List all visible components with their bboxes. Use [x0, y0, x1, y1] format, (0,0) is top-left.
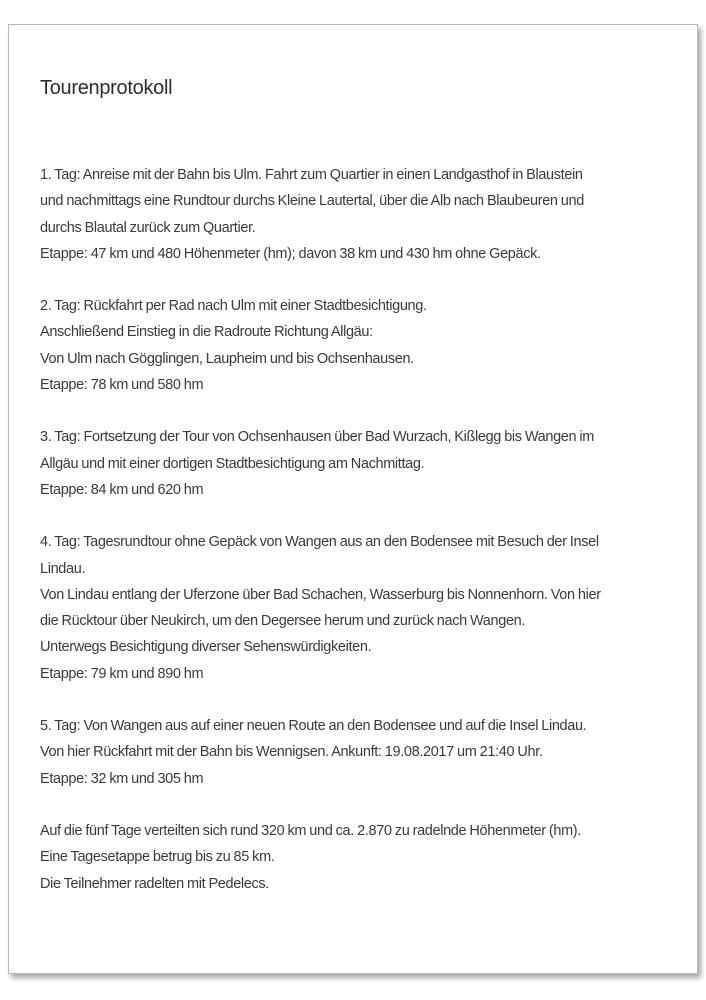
document-title: Tourenprotokoll	[40, 77, 173, 99]
stage-summary: Etappe: 32 km und 305 hm	[40, 770, 204, 787]
text-line: Die Teilnehmer radelten mit Pedelecs.	[40, 875, 269, 892]
text-line: die Rücktour über Neukirch, um den Degersee herum und zurück nach Wangen.	[40, 613, 526, 630]
section-day-1	[40, 162, 680, 267]
text-line: Lindau.	[40, 560, 86, 577]
text-line: Allgäu und mit einer dortigen Stadtbesichtigung am Nachmittag.	[40, 455, 425, 472]
text-line: Anschließend Einstieg in die Radroute Richtung Allgäu:	[40, 324, 373, 341]
document-page	[8, 24, 698, 974]
stage-summary: Etappe: 47 km und 480 Höhenmeter (hm); davon 38 km und 430 hm ohne Gepäck.	[40, 245, 541, 262]
text-line: 4. Tag: Tagesrundtour ohne Gepäck von Wangen aus an den Bodensee mit Besuch der Insel	[40, 534, 599, 551]
text-line: 5. Tag: Von Wangen aus auf einer neuen Route an den Bodensee und auf die Insel Lindau.	[40, 718, 587, 735]
text-line: 3. Tag: Fortsetzung der Tour von Ochsenhausen über Bad Wurzach, Kißlegg bis Wangen im	[40, 429, 595, 446]
text-line: Von Lindau entlang der Uferzone über Bad Schachen, Wasserburg bis Nonnenhorn. Von hier	[40, 586, 601, 603]
text-line: Von hier Rückfahrt mit der Bahn bis Wennigsen. Ankunft: 19.08.2017 um 21:40 Uhr.	[40, 744, 543, 761]
text-line: Von Ulm nach Gögglingen, Laupheim und bis Ochsenhausen.	[40, 350, 414, 367]
text-line: 1. Tag: Anreise mit der Bahn bis Ulm. Fahrt zum Quartier in einen Landgasthof in Blaustein	[40, 167, 583, 183]
section-day-3	[40, 424, 680, 503]
text-line: Auf die fünf Tage verteilten sich rund 320 km und ca. 2.870 zu radelnde Höhenmeter (hm).	[40, 822, 581, 839]
stage-summary: Etappe: 79 km und 890 hm	[40, 665, 204, 682]
text-line: durchs Blautal zurück zum Quartier.	[40, 219, 256, 236]
text-line: 2. Tag: Rückfahrt per Rad nach Ulm mit einer Stadtbesichtigung.	[40, 298, 427, 315]
section-summary	[40, 818, 680, 897]
section-day-2	[40, 293, 680, 398]
text-line: Eine Tagesetappe betrug bis zu 85 km.	[40, 849, 275, 866]
section-day-5	[40, 713, 680, 792]
stage-summary: Etappe: 84 km und 620 hm	[40, 481, 204, 498]
text-line: Unterwegs Besichtigung diverser Sehenswürdigkeiten.	[40, 639, 372, 656]
section-day-4	[40, 529, 680, 687]
text-line: und nachmittags eine Rundtour durchs Kleine Lautertal, über die Alb nach Blaubeuren und	[40, 193, 584, 210]
stage-summary: Etappe: 78 km und 580 hm	[40, 377, 204, 394]
tour-log-sections	[40, 162, 680, 923]
